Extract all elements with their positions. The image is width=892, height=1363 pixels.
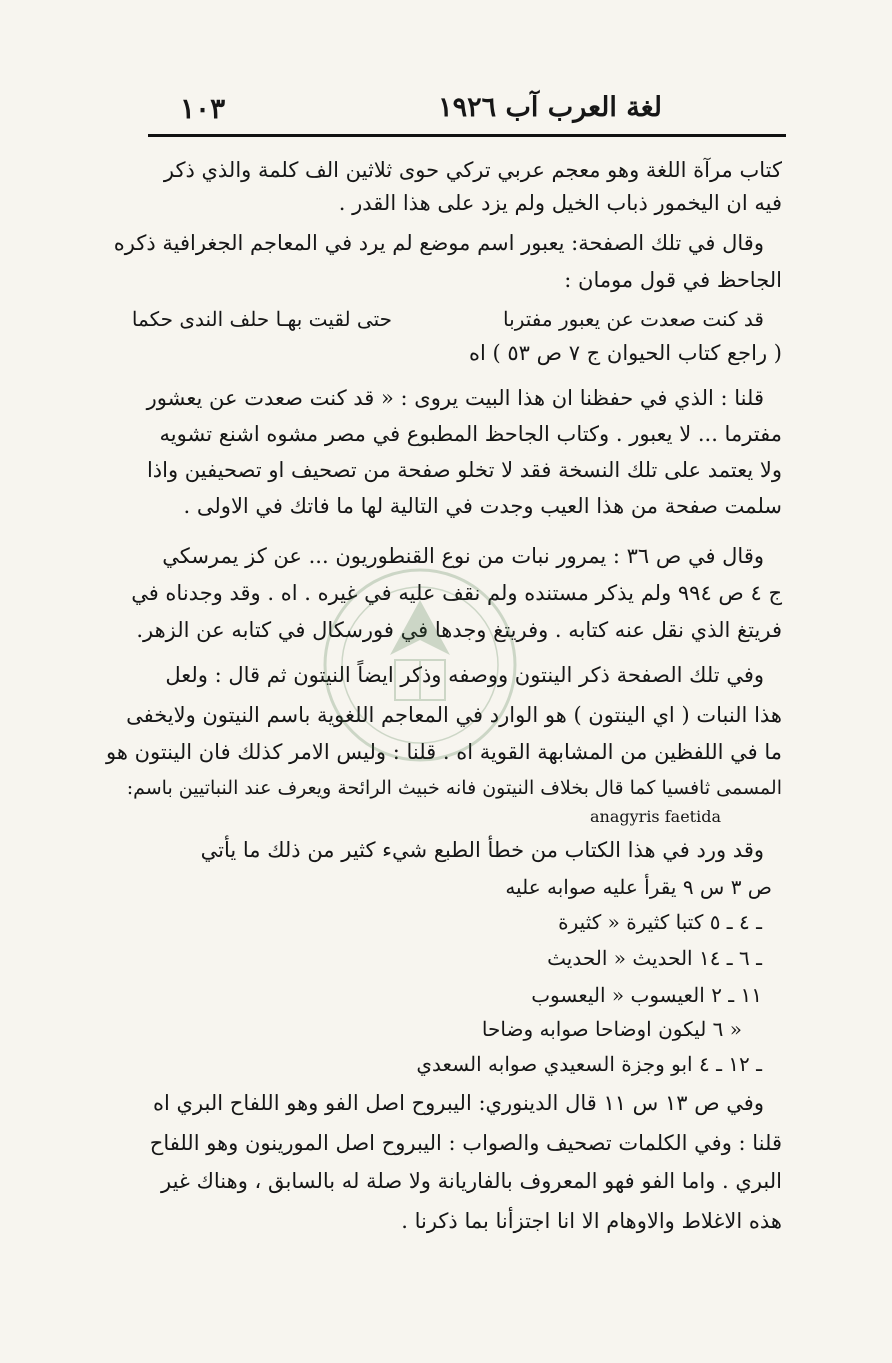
text-line: سلمت صفحة من هذا العيب وجدت في التالية لها ما فاتك في الاولى .	[183, 494, 782, 518]
errata-row: « ٦ ليكون اوضاحا صوابه وضاحا	[481, 1017, 742, 1041]
text-line: وفي ص ١٣ س ١١ قال الدينوري: اليبروح اصل الفو وهو اللفاح البري اه	[153, 1091, 764, 1115]
text-line: فيه ان اليخمور ذباب الخيل ولم يزد على هذا القدر .	[338, 191, 782, 215]
text-line: الجاحظ في قول مومان :	[564, 268, 782, 292]
running-title: لغة العرب آب ١٩٢٦	[438, 92, 662, 123]
library-watermark-stamp	[300, 560, 540, 770]
text-line: هذه الاغلاط والاوهام الا انا اجتزأنا بما ذكرنا .	[401, 1209, 782, 1233]
page-number: ١٠٣	[180, 92, 226, 125]
header-rule	[148, 134, 786, 137]
text-line: قلنا : وفي الكلمات تصحيف والصواب : اليبروح اصل المورينون وهو اللفاح	[149, 1131, 782, 1155]
text-line: فريتغ الذي نقل عنه كتابه . وفريتغ وجدها في فورسكال في كتابه عن الزهر.	[136, 618, 782, 642]
errata-header: ص ٣ س ٩ يقرأ عليه صوابه عليه	[505, 875, 772, 899]
text-line: ولا يعتمد على تلك النسخة فقد لا تخلو صفحة من تصحيف او تصحيفين واذا	[146, 458, 782, 482]
text-line: كتاب مرآة اللغة وهو معجم عربي تركي حوى ثلاثين الف كلمة والذي ذكر	[163, 158, 782, 182]
text-line: ( راجع كتاب الحيوان ج ٧ ص ٥٣ ) اه	[469, 341, 782, 365]
text-line: وقال في ص ٣٦ : يمرور نبات من نوع القنطوريون ... عن كز يمرسكي	[162, 544, 764, 568]
text-line: المسمى ثافسيا كما قال بخلاف النيتون فانه خبيث الرائحة ويعرف عند النباتيين باسم:	[126, 777, 782, 799]
text-line: ما في اللفظين من المشابهة القوية اه . قلنا : وليس الامر كذلك فان الينتون هو	[105, 740, 782, 764]
text-line: مفترما ... لا يعبور . وكتاب الجاحظ المطبوع في مصر مشوه اشنع تشويه	[159, 422, 782, 446]
errata-row: ـ ٦ ـ ١٤ الحديث « الحديث	[547, 946, 762, 970]
text-line: البري . واما الفو فهو المعروف بالفاريانة ولا صلة له بالسابق ، وهناك غير	[161, 1169, 782, 1193]
verse-hemistich-second: حتى لقيت بهـا حلف الندى حكما	[131, 307, 392, 331]
errata-row: ـ ٤ ـ ٥ كتبا كثيرة « كثيرة	[558, 910, 762, 934]
text-line: ج ٤ ص ٩٩٤ ولم يذكر مستنده ولم نقف عليه في غيره . اه . وقد وجدناه في	[131, 581, 782, 605]
text-line: هذا النبات ( اي الينتون ) هو الوارد في المعاجم اللغوية باسم النيتون ولايخفى	[126, 703, 782, 727]
text-line: قلنا : الذي في حفظنا ان هذا البيت يروى : « قد كنت صعدت عن يعشور	[146, 386, 764, 410]
text-line: وقد ورد في هذا الكتاب من خطأ الطبع شيء كثير من ذلك ما يأتي	[200, 838, 764, 862]
text-line: وقال في تلك الصفحة: يعبور اسم موضع لم يرد في المعاجم الجغرافية ذكره	[113, 231, 764, 255]
page-header	[150, 92, 782, 132]
errata-row: ١١ ـ ٢ العيسوب « اليعسوب	[531, 983, 762, 1007]
text-line: وفي تلك الصفحة ذكر الينتون ووصفه وذكر ايضاً النيتون ثم قال : ولعل	[165, 663, 764, 687]
verse-hemistich-first: قد كنت صعدت عن يعبور مفتربا	[503, 307, 764, 331]
latin-botanical-name: anagyris faetida	[590, 807, 721, 826]
errata-row: ـ ١٢ ـ ٤ ابو وجزة السعيدي صوابه السعدي	[416, 1052, 762, 1076]
